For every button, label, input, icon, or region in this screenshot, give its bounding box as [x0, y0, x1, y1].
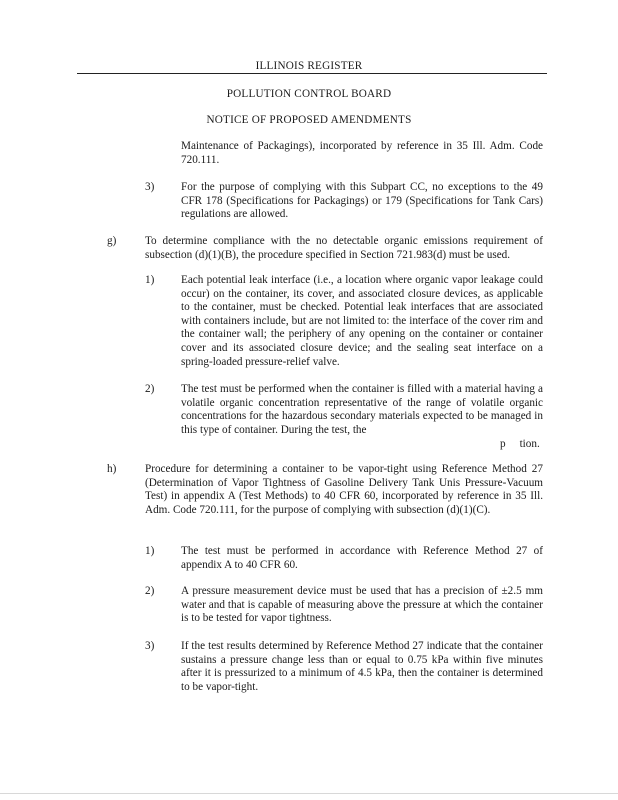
section-g-item-1-text: Each potential leak interface (i.e., a location where organic vapor leakage could occur) on the container, its cover, and associated closure devices, as applicable to the container, must be checked. Potential leak interfaces that are associated with containers include, but are not limited to: the interface of the cover rim and the container wall; the periphery of any opening on the container or container cover and its associated closure device; and the sealing seat interface on a spring-loaded pressure-relief valve. — [181, 274, 543, 368]
section-h-item-1-label: 1) — [145, 545, 155, 557]
section-h-item-3-label: 3) — [145, 640, 155, 652]
section-h-item-2-label: 2) — [145, 585, 155, 597]
header-rule — [77, 73, 547, 74]
scan-edge-line — [0, 793, 618, 794]
notice-title: NOTICE OF PROPOSED AMENDMENTS — [206, 114, 412, 126]
carryover-paragraph: Maintenance of Packagings), incorporated by reference in 35 Ill. Adm. Code 720.111. — [181, 140, 543, 166]
register-title: ILLINOIS REGISTER — [255, 60, 363, 72]
section-h-item-1-text: The test must be performed in accordance with Reference Method 27 of appendix A to 40 CFR 60. — [181, 545, 543, 571]
section-h-item-2-text: A pressure measurement device must be used that has a precision of ±2.5 mm water and that is capable of measuring above the pressure at which the container is to be tested for vapor tightness. — [181, 585, 543, 625]
item-3-text: For the purpose of complying with this Subpart CC, no exceptions to the 49 CFR 178 (Specifications for Packagings) or 179 (Specifications for Tank Cars) regulations are allowed. — [181, 181, 543, 221]
section-g-item-2-label: 2) — [145, 383, 155, 395]
section-g-label: g) — [107, 235, 117, 247]
section-g-item-2-fragment: p tion. — [500, 438, 540, 450]
section-g-text: To determine compliance with the no detectable organic emissions requirement of subsection (d)(1)(B), the procedure specified in Section 721.983(d) must be used. — [145, 235, 543, 261]
board-name: POLLUTION CONTROL BOARD — [226, 88, 392, 100]
item-3-label: 3) — [145, 181, 155, 193]
section-g-item-2-text: The test must be performed when the container is filled with a material having a volatile organic concentration representative of the range of volatile organic concentrations for the hazardous secondary materials expected to be managed in this type of container. During the test, the — [181, 383, 543, 436]
section-h-text: Procedure for determining a container to be vapor-tight using Reference Method 27 (Determination of Vapor Tightness of Gasoline Delivery Tank Unis Pressure-Vacuum Test) in appendix A (Test Methods) to 40 CFR 60, incorporated by reference in 35 Ill. Adm. Code 720.111, for the purpose of complying with subsection (d)(1)(C). — [145, 463, 543, 516]
section-g-item-1-label: 1) — [145, 274, 155, 286]
section-h-item-3-text: If the test results determined by Reference Method 27 indicate that the container sustains a pressure change less than or equal to 0.75 kPa within five minutes after it is pressurized to a minimum of 4.5 kPa, then the container is determined to be vapor-tight. — [181, 640, 543, 693]
section-h-label: h) — [107, 463, 117, 475]
